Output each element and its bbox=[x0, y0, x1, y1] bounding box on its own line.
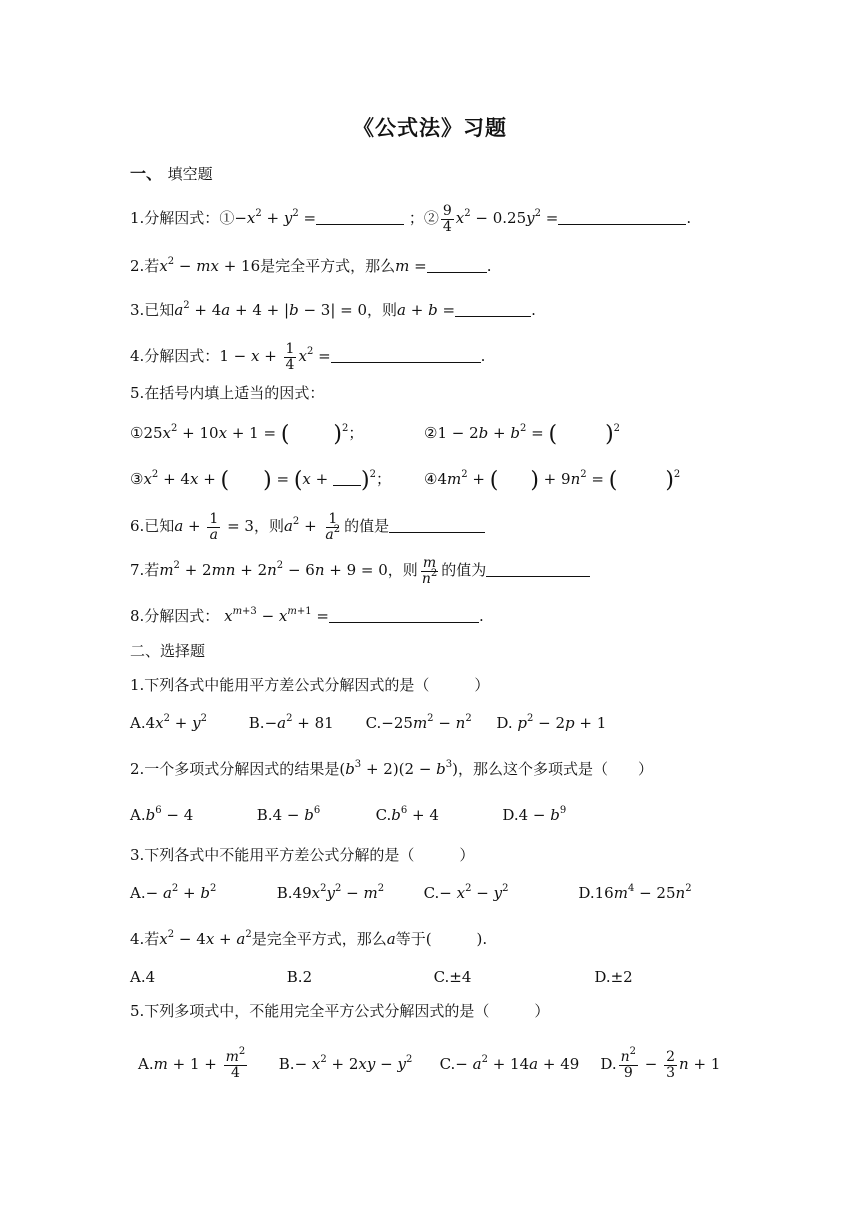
choice-question-1: 1.下列各式中能用平方差公式分解因式的是（ ） bbox=[130, 676, 490, 694]
option-a[interactable]: $A.b^6 - 4$ bbox=[130, 805, 194, 824]
option-c[interactable]: $C.-25m^2 - n^2$ bbox=[365, 713, 472, 732]
option-c[interactable]: $C.- a^2 + 14a + 49$ bbox=[439, 1054, 580, 1074]
question-2: 2.若$x^2$ − mx + 16是完全平方式，那么m = . bbox=[130, 256, 492, 275]
answer-blank[interactable] bbox=[333, 471, 361, 486]
option-d[interactable]: $D.4 - b^9$ bbox=[502, 805, 567, 824]
choice-3-options bbox=[130, 883, 692, 902]
question-4: 4.分解因式：1 − x + $\frac{1}{4}$ $x^2$ = . bbox=[130, 341, 486, 373]
option-d[interactable]: D.±2 bbox=[594, 968, 633, 986]
choice-question-3: 3.下列各式中不能用平方差公式分解的是（ ） bbox=[130, 846, 475, 864]
choice-4-options bbox=[130, 970, 633, 985]
answer-blank[interactable] bbox=[558, 210, 686, 225]
answer-blank[interactable] bbox=[331, 348, 481, 363]
choice-question-2: 2.一个多项式分解因式的结果是$(b^3 + 2)(2 - b^3)$，那么这个多项式是（ ） bbox=[130, 759, 654, 778]
answer-blank[interactable] bbox=[316, 210, 404, 225]
question-5-part-1: $①25x^2 + 10x + 1$ = ( )$^2$； bbox=[130, 422, 364, 447]
question-5-part-3: $③x^2 + 4x$ + ( ) = $(x + )^2$； bbox=[130, 468, 391, 493]
option-d[interactable]: D. $p^2 - 2p + 1$ bbox=[496, 713, 607, 732]
option-a[interactable]: A.m + 1 + $\frac{m^2}{4}$ bbox=[138, 1046, 246, 1081]
choice-5-options bbox=[138, 1046, 721, 1081]
choice-question-5: 5.下列多项式中，不能用完全平方公式分解因式的是（ ） bbox=[130, 1002, 550, 1020]
option-b[interactable]: $B.- x^2 + 2xy - y^2$ bbox=[278, 1054, 413, 1074]
section-heading-choice: 二、选择题 bbox=[130, 642, 206, 660]
question-3: 3.已知$a^2 + 4a + 4 + |b - 3| = 0$，则a + b = . bbox=[130, 300, 536, 319]
answer-blank[interactable] bbox=[329, 608, 479, 623]
option-a[interactable]: $A.4x^2 + y^2$ bbox=[130, 713, 207, 732]
option-b[interactable]: $B.-a^2 + 81$ bbox=[248, 713, 334, 732]
answer-blank[interactable] bbox=[427, 258, 487, 273]
option-b[interactable]: B.2 bbox=[286, 968, 313, 986]
question-8: 8.分解因式： $x^{m+3} - x^{m+1}$ = . bbox=[130, 606, 484, 625]
question-1: 1.分解因式：$①-x^2 + y^2$ = ；② $\frac{9}{4}$ $x^2 - 0.25y^2$ = . bbox=[130, 203, 692, 235]
option-c[interactable]: C.±4 bbox=[433, 968, 472, 986]
question-5: 5.在括号内填上适当的因式： bbox=[130, 384, 325, 402]
choice-1-options bbox=[130, 713, 607, 732]
question-6: 6.已知a + $\frac{1}{a}$ = 3，则$a^2$ + $\frac{1}{a^2}$ 的值是 bbox=[130, 512, 485, 542]
page-title: 《公式法》习题 bbox=[353, 115, 507, 140]
question-5-part-2: ②1 − $2b + b^2$ = ( )$^2$ bbox=[424, 422, 621, 447]
section-heading-fill-in: 一、 填空题 bbox=[130, 164, 213, 183]
choice-question-4: 4.若$x^2 - 4x + a^2$是完全平方式，那么a等于( ). bbox=[130, 929, 488, 948]
answer-blank[interactable] bbox=[486, 562, 590, 577]
question-7: 7.若$m^2 + 2mn + 2n^2 - 6n + 9 = 0$，则 $\frac{m}{n^2}$ 的值为 bbox=[130, 556, 590, 586]
option-a[interactable]: A.4 bbox=[130, 968, 156, 986]
option-b[interactable]: $B.49x^2y^2 - m^2$ bbox=[276, 883, 385, 902]
choice-2-options bbox=[130, 805, 567, 824]
option-b[interactable]: $B.4 - b^6$ bbox=[256, 805, 321, 824]
option-d[interactable]: D. $\frac{n^2}{9}$ − $\frac{2}{3}$ n + 1 bbox=[600, 1046, 721, 1081]
answer-blank[interactable] bbox=[455, 302, 531, 317]
question-5-part-4: $④4m^2$ + ( ) + $9n^2$ = ( )$^2$ bbox=[424, 468, 681, 493]
option-c[interactable]: $C.b^6 + 4$ bbox=[375, 805, 439, 824]
option-a[interactable]: $A.- a^2 + b^2$ bbox=[130, 883, 217, 902]
option-c[interactable]: $C.- x^2 - y^2$ bbox=[423, 883, 509, 902]
answer-blank[interactable] bbox=[389, 518, 485, 533]
option-d[interactable]: $D.16m^4 - 25n^2$ bbox=[578, 883, 692, 902]
